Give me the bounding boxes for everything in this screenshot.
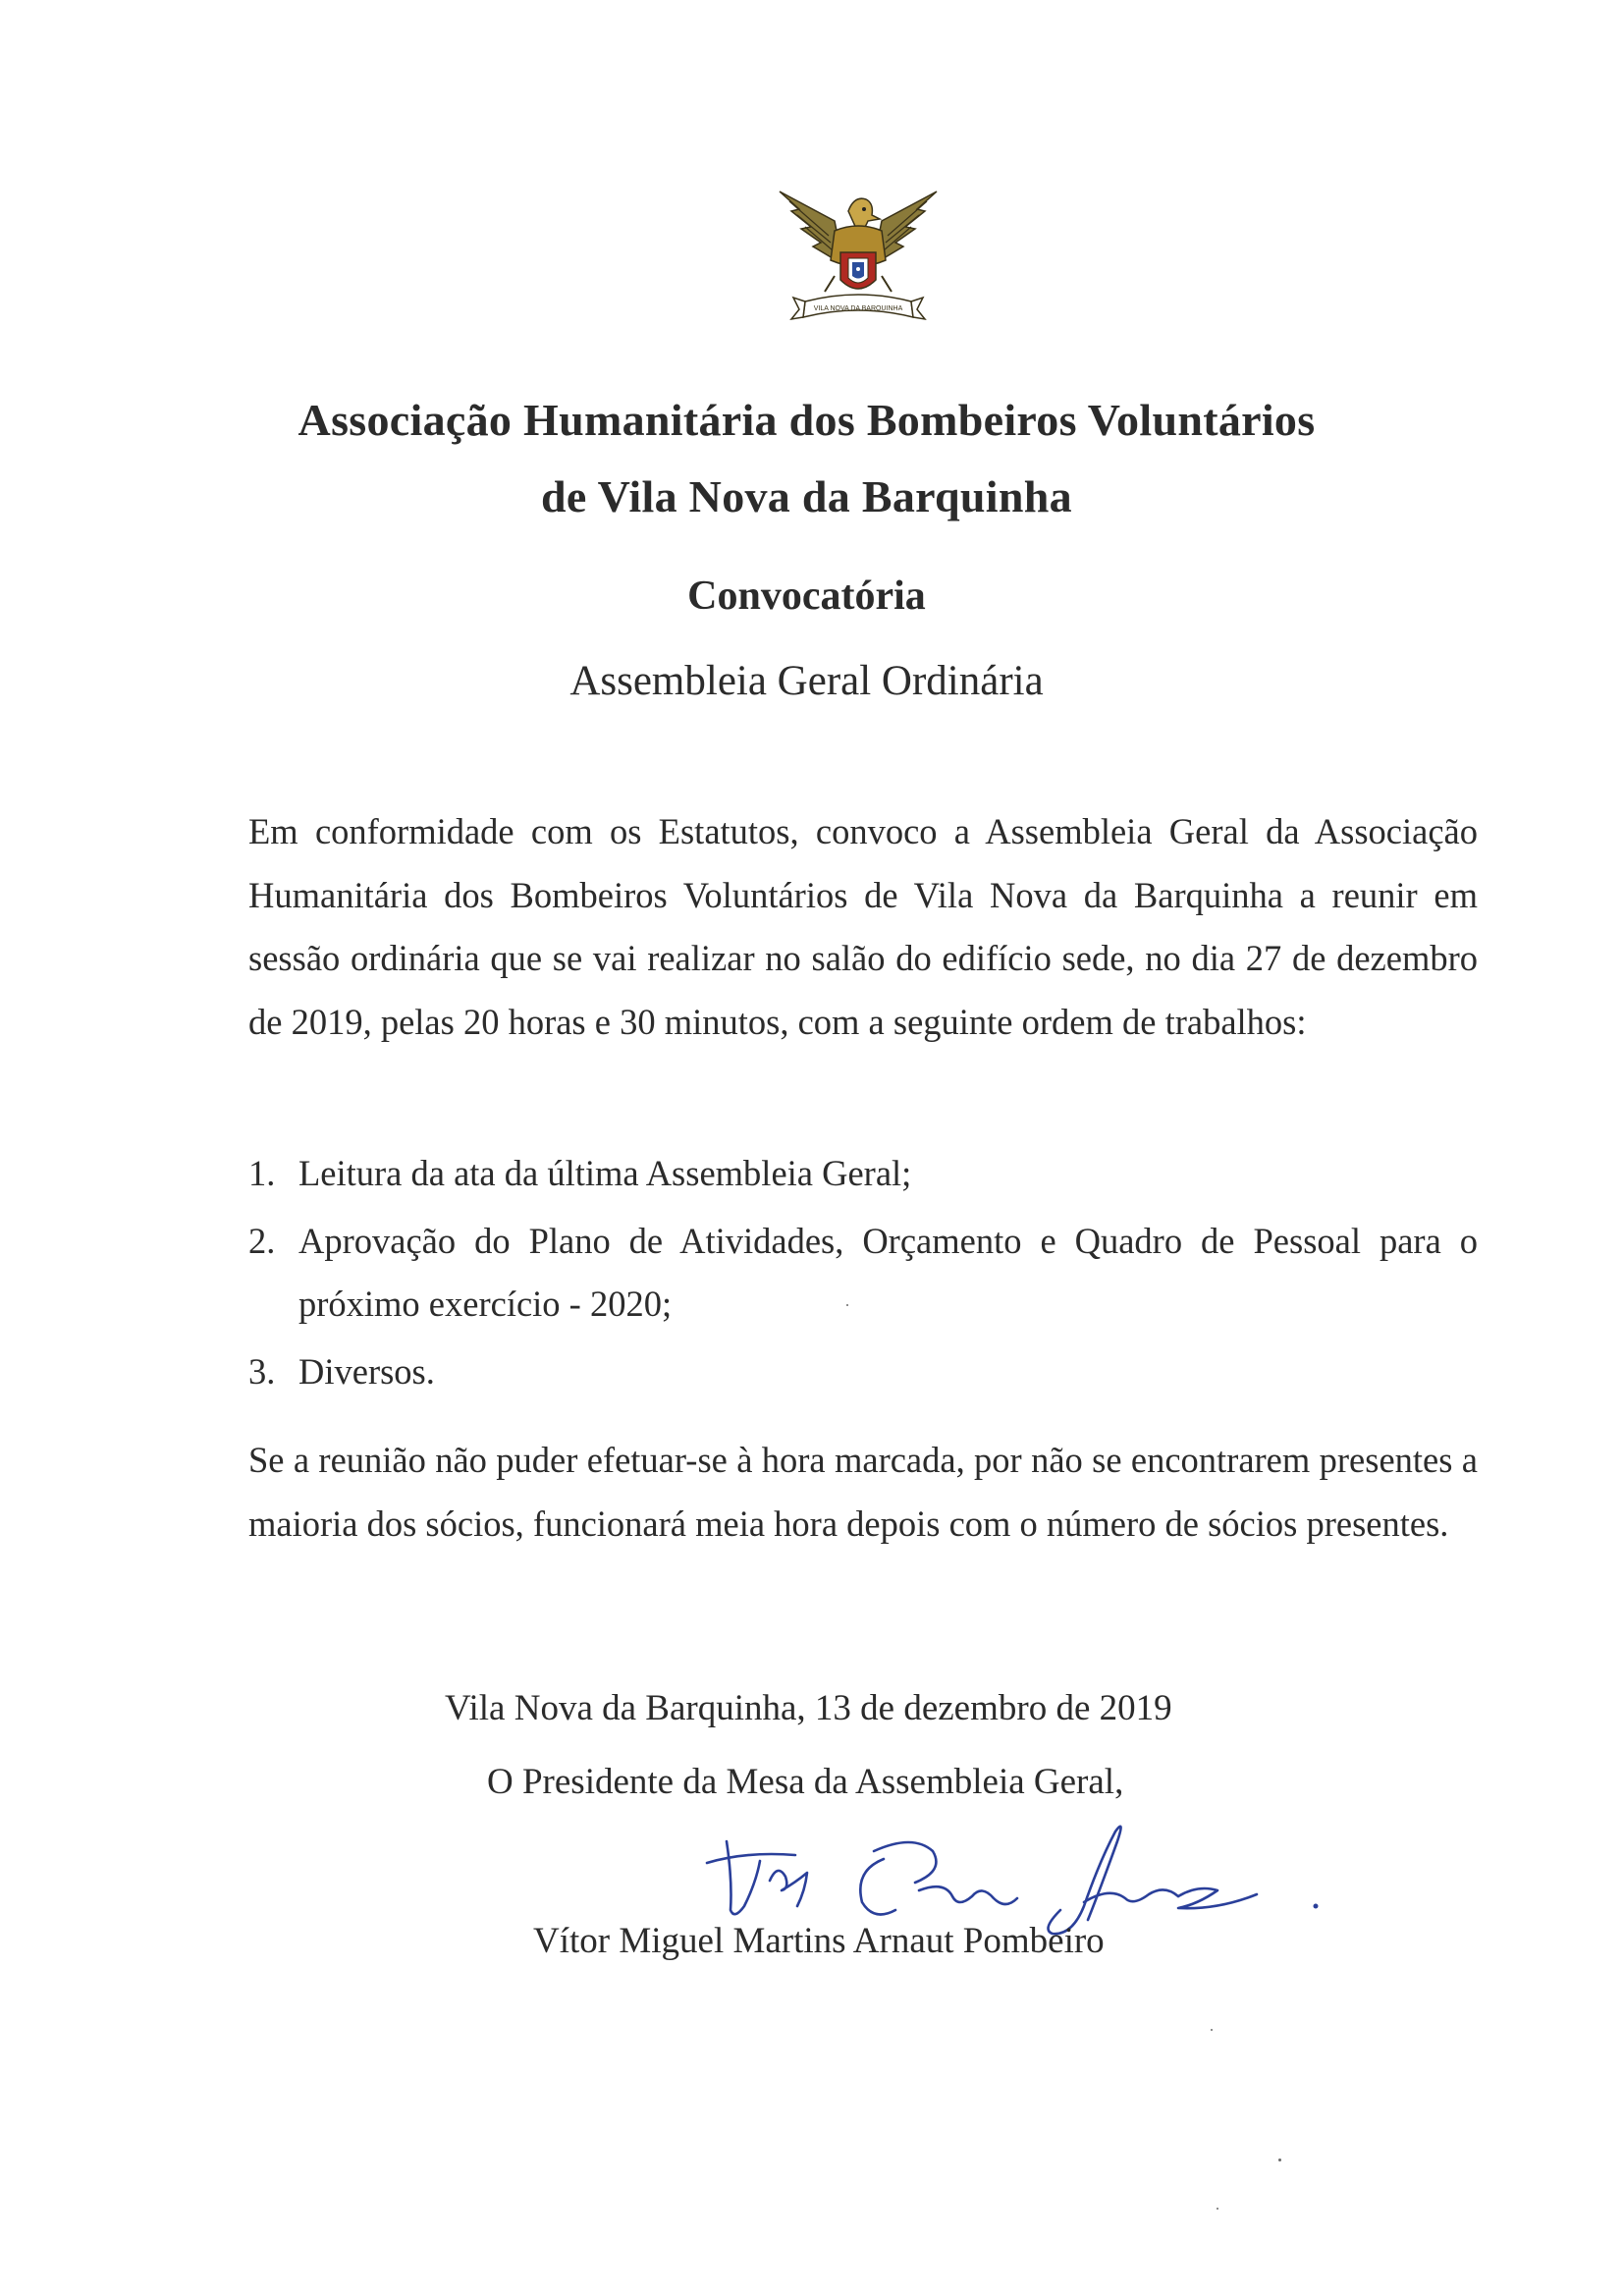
organization-name-line2: de Vila Nova da Barquinha: [541, 471, 1072, 521]
fire-brigade-eagle-emblem-icon: [770, 182, 947, 339]
agenda-item-text: Diversos.: [298, 1350, 435, 1392]
agenda-list: [248, 1142, 1478, 1407]
agenda-item-text: Leitura da ata da última Assembleia Geral;: [298, 1153, 912, 1193]
signer-name: Vítor Miguel Martins Arnaut Pombeiro: [533, 1921, 1105, 1961]
signer-role: O Presidente da Mesa da Assembleia Geral,: [487, 1762, 1124, 1802]
intro-paragraph: Em conformidade com os Estatutos, convoco a Assembleia Geral da Associação Humanitária dos Bombeiros Voluntários de Vila Nova da Barquinha a reunir em sessão ordinária que se vai realizar no salão do edifício sede, no dia 27 de dezembro de 2019, pelas 20 horas e 30 minutos, com a seguinte ordem de trabalhos:: [248, 811, 1478, 1042]
place-and-date: Vila Nova da Barquinha, 13 de dezembro de 2019: [445, 1688, 1172, 1728]
organization-name-line1: Associação Humanitária dos Bombeiros Voluntários: [298, 395, 1316, 445]
agenda-item-number: 1.: [248, 1153, 276, 1193]
agenda-item: [248, 1210, 1478, 1337]
scan-speck: [1278, 2159, 1281, 2161]
document-subtitle: Assembleia Geral Ordinária: [569, 658, 1044, 704]
scan-speck: [1217, 2208, 1218, 2210]
scan-speck: [846, 1304, 848, 1306]
agenda-item: [248, 1142, 1478, 1206]
agenda-item-text: Aprovação do Plano de Atividades, Orçamento e Quadro de Pessoal para o próximo exercício - 2020;: [298, 1220, 1478, 1324]
emblem-ribbon-text: VILA NOVA DA BARQUINHA: [813, 305, 903, 312]
scan-speck: [1211, 2029, 1213, 2031]
document-title: Convocatória: [687, 574, 926, 619]
agenda-item: [248, 1340, 1478, 1404]
quorum-note-paragraph: Se a reunião não puder efetuar-se à hora marcada, por não se encontrarem presentes a maioria dos sócios, funcionará meia hora depois com o número de sócios presentes.: [248, 1440, 1478, 1544]
agenda-item-number: 3.: [248, 1350, 276, 1392]
agenda-item-number: 2.: [248, 1220, 276, 1261]
